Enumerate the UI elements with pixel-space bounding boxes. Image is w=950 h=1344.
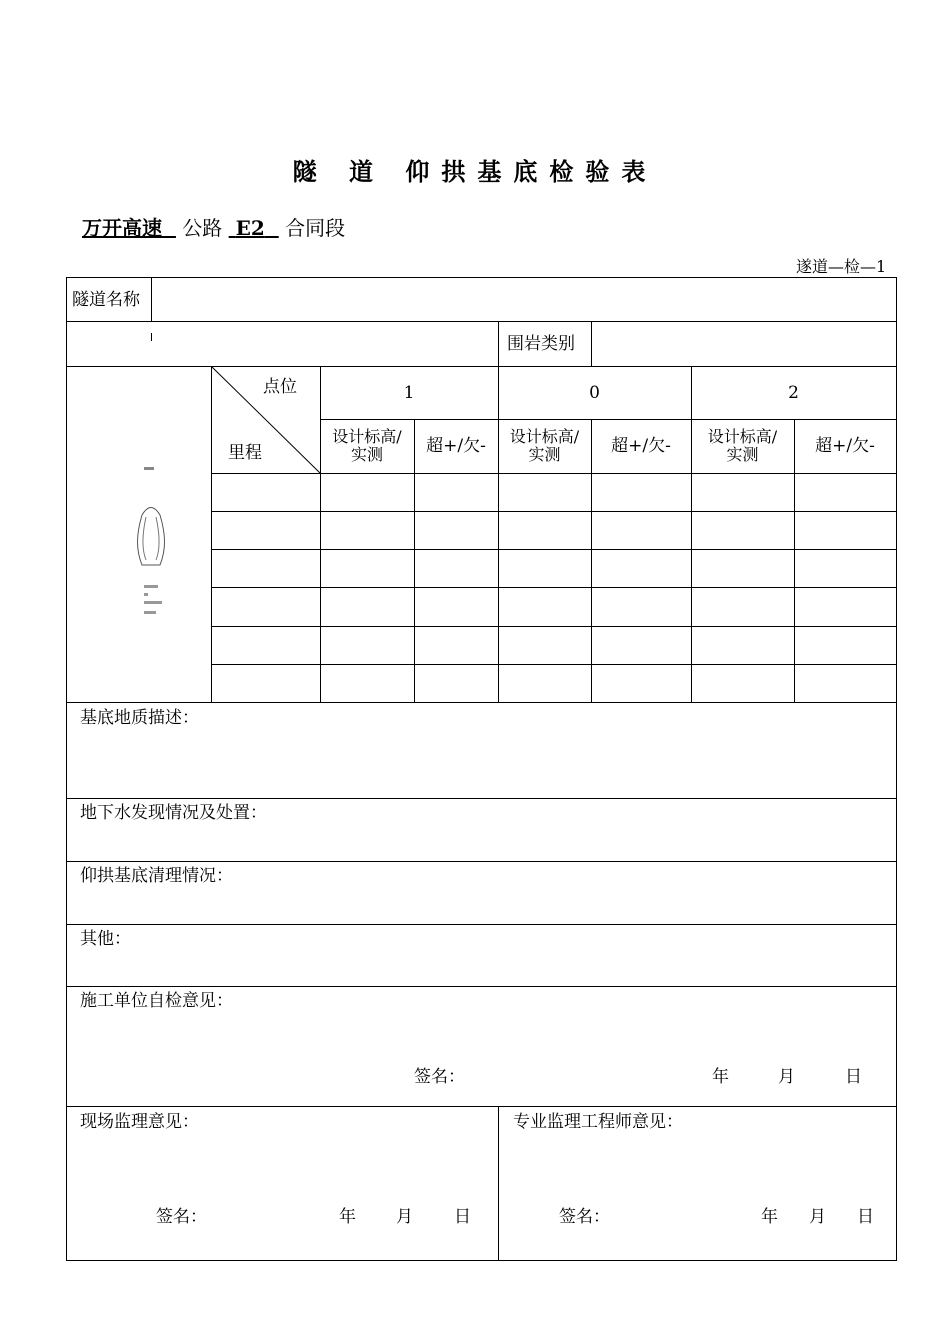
- self-check-year: 年: [712, 1067, 729, 1087]
- design-height-header-2: 设计标高/实测: [509, 427, 580, 464]
- over-under-header-3: 超+/欠-: [815, 436, 875, 456]
- mileage-label: 里程: [228, 443, 262, 463]
- page-title: 隧 道 仰拱基底检验表: [292, 158, 658, 186]
- groundwater-label: 地下水发现情况及处置：: [80, 803, 267, 823]
- tunnel-section-sketch: [120, 455, 190, 635]
- geology-label: 基底地质描述：: [80, 708, 199, 728]
- section-name: E2: [235, 216, 265, 240]
- engineer-day: 日: [857, 1207, 874, 1227]
- point-0: 0: [589, 383, 600, 403]
- cleaning-label: 仰拱基底清理情况：: [80, 866, 233, 886]
- other-label: 其他：: [80, 929, 131, 949]
- engineer-sign: 签名：: [559, 1207, 610, 1227]
- design-height-header-3: 设计标高/实测: [707, 427, 778, 464]
- engineer-year: 年: [761, 1207, 778, 1227]
- site-supervisor-label: 现场监理意见：: [80, 1112, 199, 1132]
- point-1: 1: [403, 383, 415, 403]
- road-suffix: 公路: [182, 216, 223, 240]
- site-supervisor-day: 日: [454, 1207, 471, 1227]
- over-under-header-1: 超+/欠-: [426, 436, 486, 456]
- point-2: 2: [788, 383, 799, 403]
- design-height-header-1: 设计标高/实测: [332, 427, 402, 464]
- section-suffix: 合同段: [285, 216, 346, 240]
- site-supervisor-month: 月: [396, 1207, 413, 1227]
- self-check-sign: 签名：: [414, 1067, 465, 1087]
- self-check-month: 月: [778, 1067, 795, 1087]
- site-supervisor-year: 年: [339, 1207, 356, 1227]
- engineer-month: 月: [809, 1207, 826, 1227]
- self-check-day: 日: [845, 1067, 862, 1087]
- road-name: 万开高速: [82, 216, 162, 240]
- site-supervisor-sign: 签名：: [156, 1207, 207, 1227]
- self-check-label: 施工单位自检意见：: [80, 991, 233, 1011]
- rock-class-label: 围岩类别: [507, 334, 575, 354]
- point-label: 点位: [263, 377, 297, 397]
- tunnel-name-label: 隧道名称: [72, 290, 140, 310]
- form-number: 遂道—检—1: [796, 257, 887, 276]
- engineer-label: 专业监理工程师意见：: [513, 1112, 683, 1132]
- over-under-header-2: 超+/欠-: [611, 436, 671, 456]
- project-line: [82, 212, 345, 241]
